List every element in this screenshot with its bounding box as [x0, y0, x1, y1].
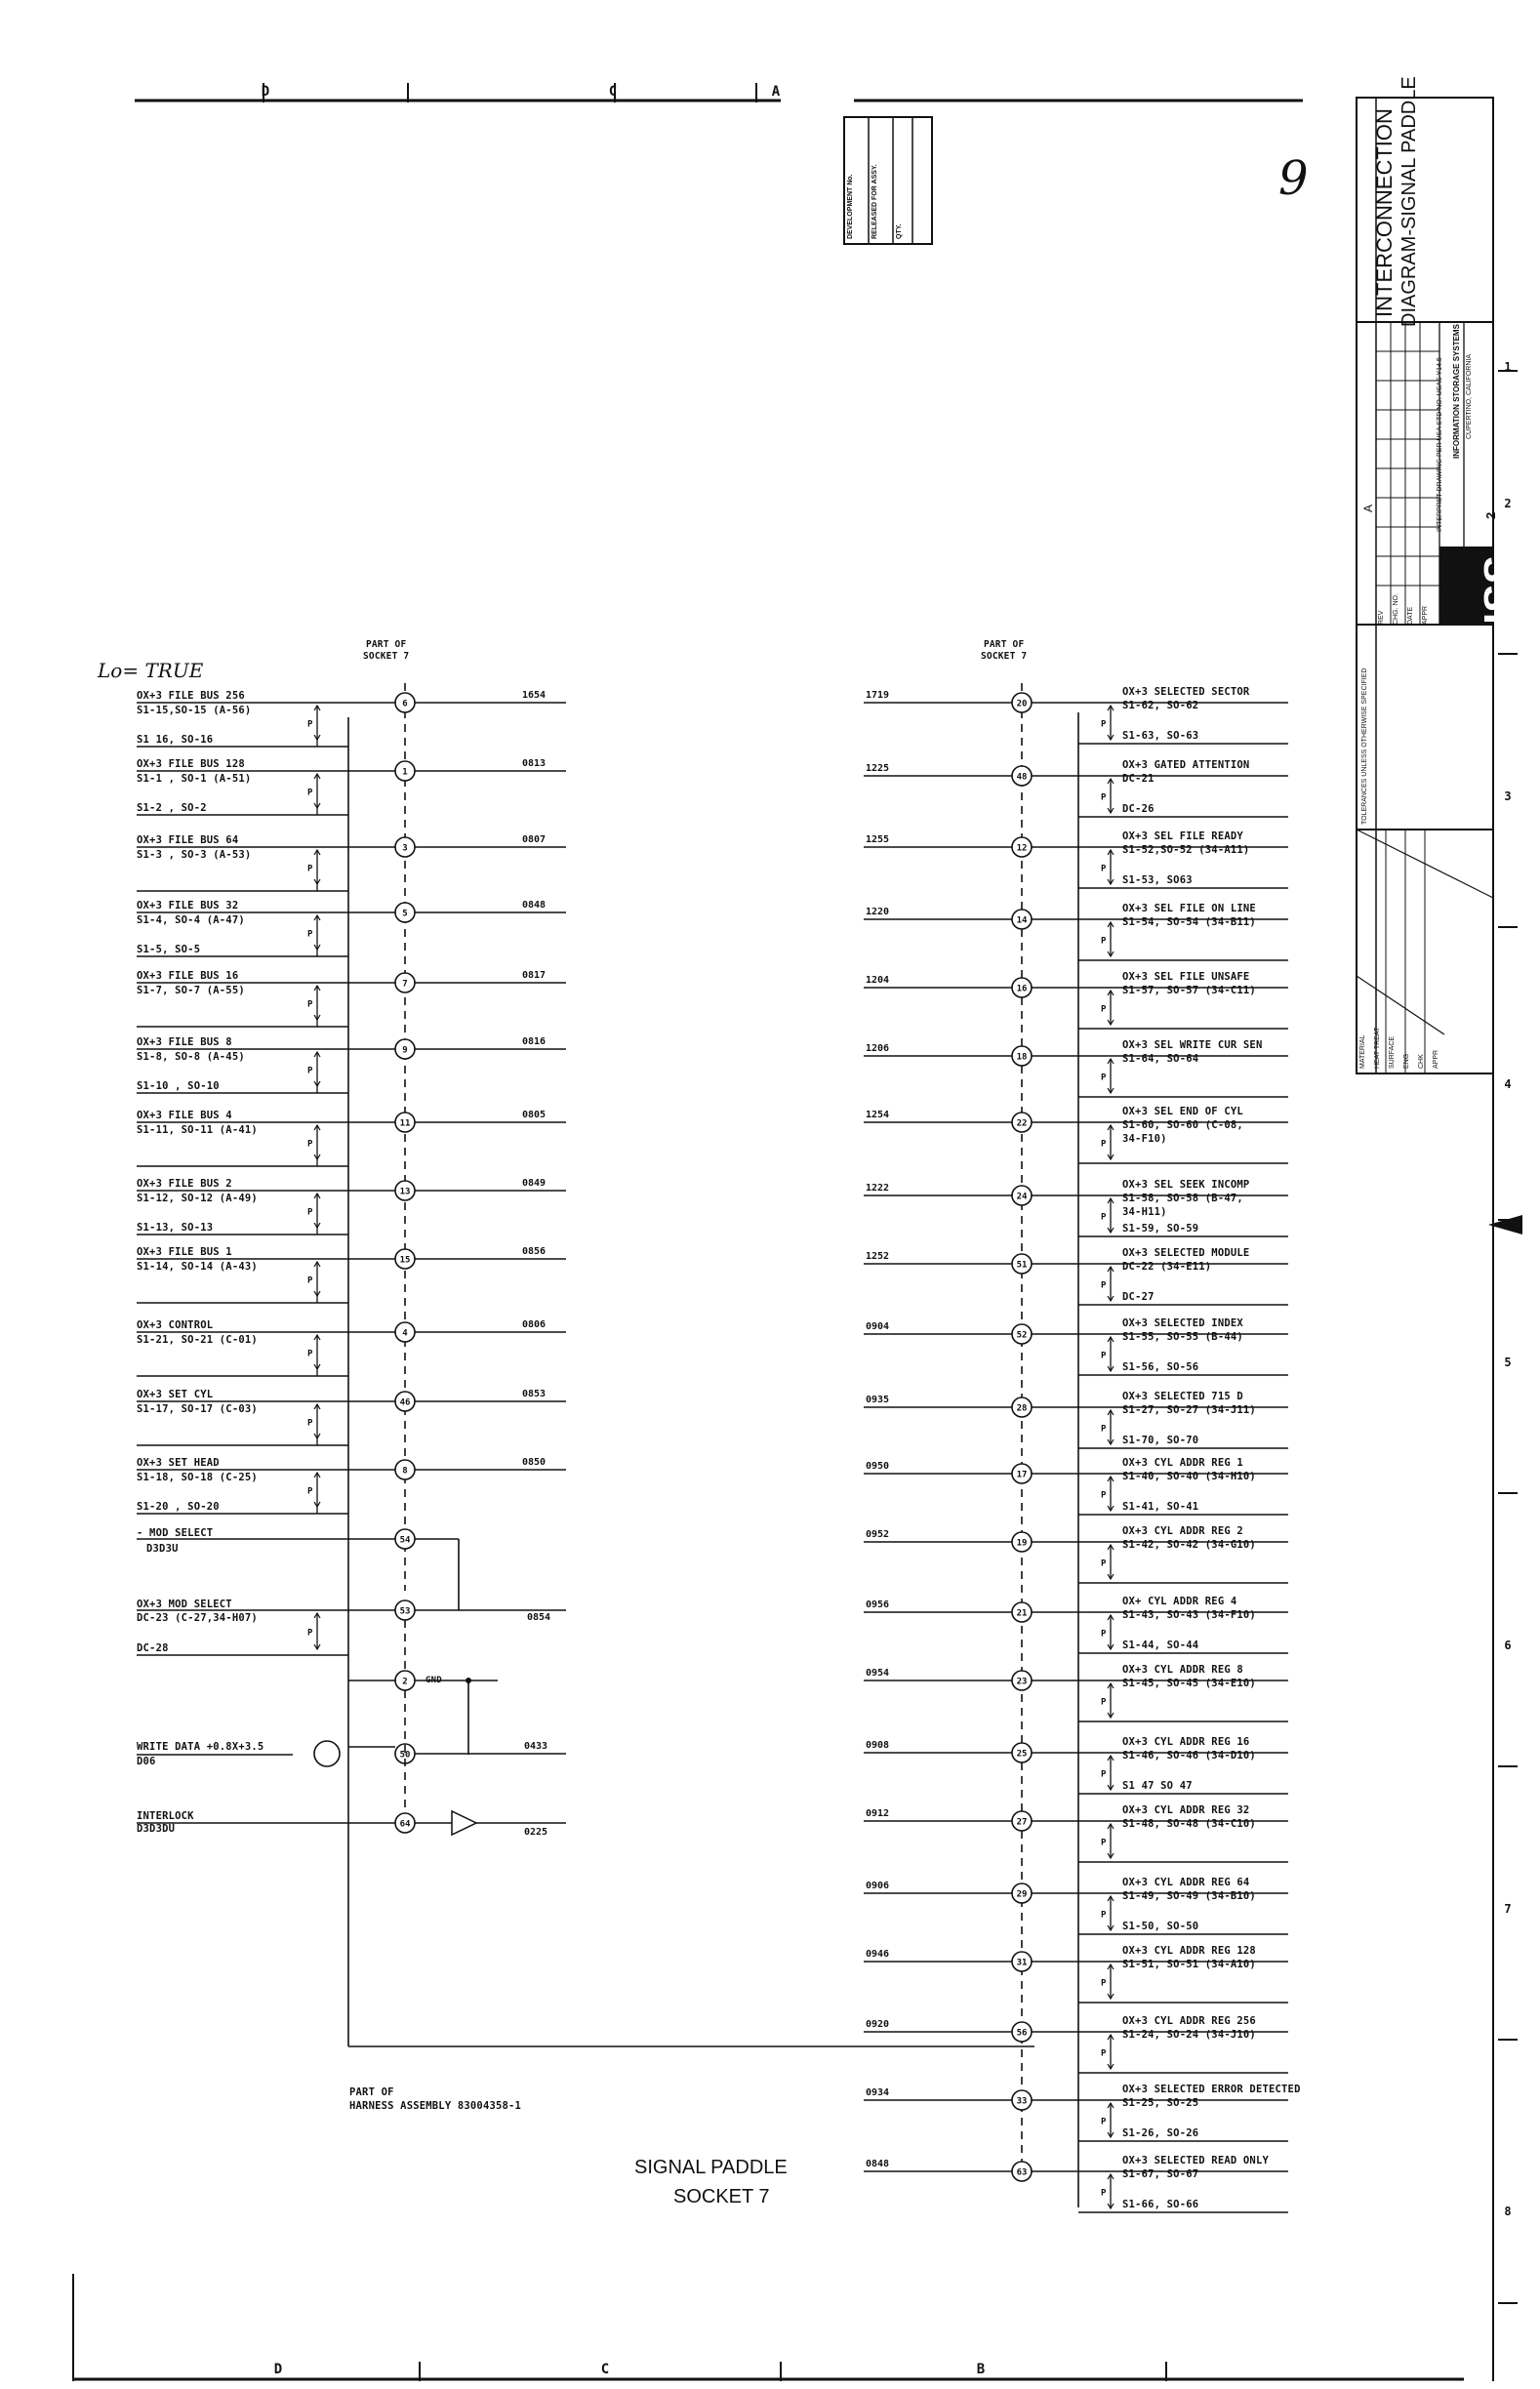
left-p-marker-p: P: [307, 1349, 313, 1359]
title-center: SIGNAL PADDLE: [634, 2157, 788, 2178]
harness-label-sub: HARNESS ASSEMBLY 83004358-1: [349, 2100, 522, 2112]
right-signal-name: OX+3 CYL ADDR REG 16: [1122, 1736, 1250, 1748]
title-block-company: INFORMATION STORAGE SYSTEMS: [1452, 324, 1461, 459]
left-pin: 8: [402, 1466, 408, 1477]
mod-select-sub: D3D3U: [146, 1543, 179, 1555]
right-signal-pins: S1-46, SO-46 (34-D10): [1122, 1750, 1256, 1761]
mod-select2-p-p: P: [307, 1628, 313, 1639]
right-wire-number: 1204: [866, 975, 890, 986]
left-wire-number: 0817: [522, 970, 547, 981]
title-block-interpret: INTERPRET DRAWING PER USA STD NO. USAS Y14.5: [1437, 357, 1443, 532]
left-pin: 9: [402, 1045, 408, 1056]
left-pin: 6: [402, 699, 408, 709]
write-data-sub: D06: [137, 1756, 156, 1767]
title-block-size: A: [1361, 504, 1375, 512]
left-signal-name: OX+3 FILE BUS 1: [137, 1246, 232, 1258]
right-return-label: DC-27: [1122, 1291, 1155, 1303]
right-p-marker-p: P: [1101, 2188, 1107, 2199]
title-block-field: SURFACE: [1389, 1035, 1396, 1069]
left-p-marker-p: P: [307, 788, 313, 798]
left-p-marker-p: P: [307, 1207, 313, 1218]
right-signal-name: OX+3 SELECTED ERROR DETECTED: [1122, 2084, 1301, 2095]
right-signal-pins: S1-57, SO-57 (34-C11): [1122, 985, 1256, 996]
right-p-marker-p: P: [1101, 1978, 1107, 1989]
left-signal-pins: S1-17, SO-17 (C-03): [137, 1403, 258, 1415]
right-pin: 14: [1016, 915, 1028, 926]
right-signal-pins: S1-60, SO-60 (C-08,: [1122, 1119, 1243, 1131]
right-wire-number: 0956: [866, 1599, 890, 1610]
title-block-field: HEAT TREAT: [1374, 1027, 1381, 1069]
left-wire-number: 0848: [522, 900, 547, 911]
left-wire-number: 0805: [522, 1110, 547, 1120]
write-data-label: WRITE DATA +0.8X+3.5: [137, 1741, 264, 1753]
left-pin: 1: [402, 767, 408, 778]
harness-label: PART OF: [349, 2086, 394, 2098]
right-p-marker-p: P: [1101, 2117, 1107, 2127]
right-signal-name: OX+3 CYL ADDR REG 1: [1122, 1457, 1243, 1469]
right-signal-name: OX+3 CYL ADDR REG 128: [1122, 1945, 1256, 1957]
right-pin: 25: [1016, 1749, 1028, 1760]
left-wire-number: 0853: [522, 1389, 547, 1399]
handwritten-note: Lo= TRUE: [98, 659, 204, 682]
right-signal-name: OX+3 SEL FILE READY: [1122, 830, 1243, 842]
interlock-sub: D3D3DU: [137, 1823, 176, 1835]
right-p-marker-p: P: [1101, 1697, 1107, 1708]
right-p-marker-p: P: [1101, 2048, 1107, 2059]
release-panel-label: QTY.: [896, 223, 903, 239]
right-signal-pins: S1-42, SO-42 (34-G10): [1122, 1539, 1256, 1551]
side-zone-number: 2: [1504, 497, 1512, 510]
right-wire-number: 1719: [866, 690, 890, 701]
right-signal-pins: S1-64, SO-64: [1122, 1053, 1199, 1065]
right-signal-name: OX+3 CYL ADDR REG 2: [1122, 1525, 1243, 1537]
title-block-sheet: 2: [1483, 511, 1498, 519]
left-signal-name: OX+3 FILE BUS 256: [137, 690, 245, 702]
title-block-rev-label: DATE: [1407, 606, 1414, 625]
right-signal-pins: S1-52,SO-52 (34-A11): [1122, 844, 1250, 856]
top-zone-letter-c: C: [608, 84, 618, 100]
left-signal-name: OX+3 SET CYL: [137, 1389, 214, 1400]
right-wire-number: 0952: [866, 1529, 890, 1540]
left-signal-pins: S1-1 , SO-1 (A-51): [137, 773, 252, 785]
right-wire-number: 1254: [866, 1110, 890, 1120]
right-signal-pins: DC-22 (34-E11): [1122, 1261, 1212, 1273]
right-signal-name: OX+3 SEL END OF CYL: [1122, 1106, 1243, 1117]
right-pin: 51: [1016, 1260, 1028, 1271]
right-signal-name: OX+3 GATED ATTENTION: [1122, 759, 1250, 771]
left-signal-pins: S1-15,SO-15 (A-56): [137, 705, 252, 716]
right-wire-number: 0920: [866, 2019, 890, 2030]
left-wire-number: 1654: [522, 690, 547, 701]
side-zone-number: 6: [1504, 1639, 1512, 1652]
right-pin: 18: [1016, 1052, 1028, 1063]
left-signal-pins: S1-18, SO-18 (C-25): [137, 1472, 258, 1483]
left-signal-pins: S1-14, SO-14 (A-43): [137, 1261, 258, 1273]
socket-label-left: PART OF SOCKET 7: [363, 639, 410, 662]
right-pin: 23: [1016, 1677, 1028, 1687]
right-return-label: S1-59, SO-59: [1122, 1223, 1199, 1235]
release-panel-label: RELEASED FOR ASSY.: [871, 164, 878, 239]
left-pin: 7: [402, 979, 408, 990]
left-wire-number: 0813: [522, 758, 547, 769]
left-p-marker-p: P: [307, 1418, 313, 1429]
left-wire-number: 0806: [522, 1319, 547, 1330]
right-p-marker-p: P: [1101, 792, 1107, 803]
right-return-label: S1-56, SO-56: [1122, 1361, 1199, 1373]
left-p-marker-p: P: [307, 719, 313, 730]
right-return-label: S1-50, SO-50: [1122, 1921, 1199, 1932]
right-wire-number: 0935: [866, 1395, 890, 1405]
right-signal-pins: S1-24, SO-24 (34-J10): [1122, 2029, 1256, 2041]
bottom-zone-letter-c: C: [600, 2362, 610, 2377]
right-return-label: S1-41, SO-41: [1122, 1501, 1199, 1513]
write-pin: 50: [399, 1750, 411, 1761]
right-p-marker-p: P: [1101, 1629, 1107, 1640]
left-pin: 15: [399, 1255, 411, 1266]
right-wire-number: 1222: [866, 1183, 890, 1194]
left-return-label: S1-5, SO-5: [137, 944, 201, 955]
write-driver-circle: [314, 1741, 340, 1766]
right-signal-pins: S1-40, SO-40 (34-H10): [1122, 1471, 1256, 1482]
title-block-location: CUPERTINO, CALIFORNIA: [1466, 354, 1473, 439]
right-signal-name: OX+3 SELECTED MODULE: [1122, 1247, 1250, 1259]
right-pin: 19: [1016, 1538, 1028, 1549]
right-p-marker-p: P: [1101, 1351, 1107, 1361]
right-p-marker-p: P: [1101, 1004, 1107, 1015]
title-block-title-2: DIAGRAM-SIGNAL PADDLE: [1398, 76, 1420, 327]
left-wire-number: 0816: [522, 1036, 547, 1047]
title-center-sub: SOCKET 7: [673, 2186, 770, 2207]
right-p-marker-p: P: [1101, 1280, 1107, 1291]
right-signal-name: OX+3 SEL FILE ON LINE: [1122, 903, 1256, 914]
right-p-marker-p: P: [1101, 1424, 1107, 1435]
right-return-label: S1-70, SO-70: [1122, 1435, 1199, 1446]
left-signal-pins: S1-12, SO-12 (A-49): [137, 1193, 258, 1204]
right-p-marker-p: P: [1101, 864, 1107, 874]
left-p-marker-p: P: [307, 1275, 313, 1286]
right-wire-number: 0934: [866, 2087, 890, 2098]
title-block-field: MATERIAL: [1359, 1034, 1366, 1069]
right-p-marker-p: P: [1101, 1910, 1107, 1921]
mod-select2-pins: DC-23 (C-27,34-H07): [137, 1612, 258, 1624]
right-signal-pins: S1-48, SO-48 (34-C10): [1122, 1818, 1256, 1830]
right-pin: 20: [1016, 699, 1028, 709]
right-wire-number: 0908: [866, 1740, 890, 1751]
right-p-marker-p: P: [1101, 1212, 1107, 1223]
gnd-pin: 2: [402, 1677, 408, 1687]
mod-select-label: - MOD SELECT: [137, 1527, 214, 1539]
left-wire-number: 0807: [522, 834, 547, 845]
interlock-buffer: [452, 1811, 476, 1835]
right-signal-name: OX+3 SELECTED 715 D: [1122, 1391, 1243, 1402]
right-p-marker-p: P: [1101, 1838, 1107, 1848]
title-block-field: CHK: [1418, 1054, 1425, 1069]
right-return-label: S1-44, SO-44: [1122, 1640, 1199, 1651]
right-wire-number: 1206: [866, 1043, 890, 1054]
right-signal-pins: S1-45, SO-45 (34-E10): [1122, 1678, 1256, 1689]
right-pin: 27: [1016, 1817, 1028, 1828]
gnd-label: GND: [426, 1676, 442, 1685]
right-pin: 17: [1016, 1470, 1028, 1480]
left-signal-name: OX+3 FILE BUS 16: [137, 970, 239, 982]
right-pin: 56: [1016, 2028, 1028, 2039]
right-signal-pins: S1-43, SO-43 (34-F10): [1122, 1609, 1256, 1621]
right-p-marker-p: P: [1101, 1769, 1107, 1780]
mod-select-pin: 54: [399, 1535, 411, 1546]
right-pin: 31: [1016, 1958, 1028, 1968]
left-return-label: S1-2 , SO-2: [137, 802, 207, 814]
right-wire-number: 1220: [866, 907, 890, 917]
left-p-marker-p: P: [307, 1486, 313, 1497]
side-zone-number: 7: [1504, 1902, 1512, 1916]
title-block-field: APPR: [1433, 1049, 1439, 1069]
left-signal-name: OX+3 FILE BUS 128: [137, 758, 245, 770]
left-pin: 13: [399, 1187, 411, 1197]
left-p-marker-p: P: [307, 929, 313, 940]
right-pin: 24: [1016, 1192, 1028, 1202]
release-panel-label: DEVELOPMENT No.: [847, 174, 854, 239]
right-pin: 12: [1016, 843, 1028, 854]
right-wire-number: 0904: [866, 1321, 890, 1332]
right-wire-number: 0906: [866, 1881, 890, 1891]
right-signal-name: OX+3 SEL SEEK INCOMP: [1122, 1179, 1250, 1191]
left-wire-number: 0856: [522, 1246, 547, 1257]
right-p-marker-p: P: [1101, 719, 1107, 730]
right-signal-pins-cont: 34-H11): [1122, 1206, 1167, 1218]
right-pin: 16: [1016, 984, 1028, 994]
right-wire-number: 0954: [866, 1668, 890, 1679]
top-zone-letter-a: A: [771, 84, 781, 100]
title-block-title-1: INTERCONNECTION: [1372, 108, 1397, 317]
right-signal-pins: S1-51, SO-51 (34-A10): [1122, 1959, 1256, 1970]
right-signal-name: OX+3 SEL WRITE CUR SEN: [1122, 1039, 1263, 1051]
right-pin: 29: [1016, 1889, 1028, 1900]
right-pin: 33: [1016, 2096, 1028, 2107]
right-pin: 52: [1016, 1330, 1028, 1341]
side-zone-number: 5: [1504, 1356, 1512, 1369]
right-signal-name: OX+3 CYL ADDR REG 8: [1122, 1664, 1243, 1676]
left-return-label: S1 16, SO-16: [137, 734, 214, 746]
left-p-marker-p: P: [307, 999, 313, 1010]
right-wire-number: 1225: [866, 763, 890, 774]
right-p-marker-p: P: [1101, 1073, 1107, 1083]
left-signal-pins: S1-4, SO-4 (A-47): [137, 914, 245, 926]
left-signal-pins: S1-21, SO-21 (C-01): [137, 1334, 258, 1346]
bottom-zone-letter-b: B: [976, 2362, 986, 2377]
title-block-field: ENG: [1403, 1053, 1410, 1069]
left-signal-pins: S1-3 , SO-3 (A-53): [137, 849, 252, 861]
right-pin: 48: [1016, 772, 1028, 783]
left-signal-pins: S1-11, SO-11 (A-41): [137, 1124, 258, 1136]
right-signal-pins: S1-49, SO-49 (34-B10): [1122, 1890, 1256, 1902]
pen-mark: 9: [1278, 151, 1309, 206]
right-wire-number: 0912: [866, 1808, 890, 1819]
release-panel: [844, 117, 932, 244]
side-zone-number: 3: [1504, 790, 1512, 803]
right-signal-pins: S1-54, SO-54 (34-B11): [1122, 916, 1256, 928]
right-pin: 21: [1016, 1608, 1028, 1619]
right-return-label: S1-26, SO-26: [1122, 2127, 1199, 2139]
socket-label-right: PART OF SOCKET 7: [981, 639, 1028, 662]
right-return-label: DC-26: [1122, 803, 1155, 815]
right-signal-name: OX+3 CYL ADDR REG 64: [1122, 1877, 1250, 1888]
left-signal-name: OX+3 SET HEAD: [137, 1457, 220, 1469]
interlock-label: INTERLOCK: [137, 1810, 194, 1822]
left-signal-name: OX+3 FILE BUS 4: [137, 1110, 232, 1121]
right-signal-pins: S1-25, SO-25: [1122, 2097, 1199, 2109]
right-return-label: S1-53, SO63: [1122, 874, 1193, 886]
left-signal-name: OX+3 FILE BUS 8: [137, 1036, 232, 1048]
left-pin: 5: [402, 909, 408, 919]
side-zone-number: 1: [1504, 360, 1512, 374]
title-block-rev-label: APPR: [1422, 605, 1429, 625]
right-signal-pins: S1-27, SO-27 (34-J11): [1122, 1404, 1256, 1416]
right-p-marker-p: P: [1101, 936, 1107, 947]
right-signal-pins: S1-58, SO-58 (B-47,: [1122, 1193, 1243, 1204]
right-signal-name: OX+3 CYL ADDR REG 256: [1122, 2015, 1256, 2027]
right-signal-name: OX+3 CYL ADDR REG 32: [1122, 1804, 1250, 1816]
right-p-marker-p: P: [1101, 1139, 1107, 1150]
right-signal-name: OX+3 SELECTED SECTOR: [1122, 686, 1250, 698]
left-signal-name: OX+3 FILE BUS 2: [137, 1178, 232, 1190]
left-wire-number: 0850: [522, 1457, 547, 1468]
right-wire-number: 1255: [866, 834, 890, 845]
title-block-diagonal: [1357, 976, 1444, 1034]
left-p-marker-p: P: [307, 864, 313, 874]
right-signal-pins-cont: 34-F10): [1122, 1133, 1167, 1145]
interlock-wire: 0225: [524, 1827, 548, 1838]
right-return-label: S1 47 SO 47: [1122, 1780, 1193, 1792]
left-pin: 11: [399, 1118, 411, 1129]
left-pin: 4: [402, 1328, 408, 1339]
right-signal-pins: S1-55, SO-55 (B-44): [1122, 1331, 1243, 1343]
left-return-label: S1-20 , SO-20: [137, 1501, 220, 1513]
left-wire-number: 0849: [522, 1178, 547, 1189]
interlock-pin: 64: [399, 1819, 411, 1830]
right-pin: 22: [1016, 1118, 1028, 1129]
title-block-rev-label: REV: [1378, 610, 1385, 625]
left-p-marker-p: P: [307, 1066, 313, 1076]
left-pin: 46: [399, 1397, 411, 1408]
right-pin: 63: [1016, 2167, 1028, 2178]
top-zone-letter-d: D: [261, 84, 270, 100]
right-signal-name: OX+3 SELECTED READ ONLY: [1122, 2155, 1269, 2166]
right-signal-name: OX+3 SEL FILE UNSAFE: [1122, 971, 1250, 983]
right-signal-name: OX+3 SELECTED INDEX: [1122, 1317, 1243, 1329]
left-return-label: S1-10 , SO-10: [137, 1080, 220, 1092]
left-pin: 3: [402, 843, 408, 854]
dc28-label: DC-28: [137, 1642, 169, 1654]
right-return-label: S1-63, SO-63: [1122, 730, 1199, 742]
left-signal-name: OX+3 FILE BUS 32: [137, 900, 239, 911]
left-signal-name: OX+3 FILE BUS 64: [137, 834, 239, 846]
right-wire-number: 0946: [866, 1949, 890, 1960]
left-return-label: S1-13, SO-13: [137, 1222, 214, 1234]
right-p-marker-p: P: [1101, 1559, 1107, 1569]
mod-select2-pin: 53: [399, 1606, 411, 1617]
mod-select2-wire: 0854: [527, 1612, 551, 1623]
side-zone-number: 4: [1504, 1077, 1512, 1091]
right-signal-pins: S1-62, SO-62: [1122, 700, 1199, 711]
right-p-marker-p: P: [1101, 1490, 1107, 1501]
write-wire: 0433: [524, 1741, 548, 1752]
bottom-zone-letter-d: D: [273, 2362, 283, 2377]
right-signal-pins: S1-67, SO-67: [1122, 2168, 1199, 2180]
mod-select2-label: OX+3 MOD SELECT: [137, 1599, 232, 1610]
right-signal-pins: DC-21: [1122, 773, 1155, 785]
title-block-rev-label: CHG. NO.: [1393, 593, 1399, 625]
right-wire-number: 0950: [866, 1461, 890, 1472]
right-return-label: S1-66, SO-66: [1122, 2199, 1199, 2210]
side-zone-number: 8: [1504, 2205, 1512, 2218]
left-signal-pins: S1-8, SO-8 (A-45): [137, 1051, 245, 1063]
right-wire-number: 0848: [866, 2159, 890, 2169]
title-block-tolerance: TOLERANCES UNLESS OTHERWISE SPECIFIED: [1361, 668, 1368, 825]
right-pin: 28: [1016, 1403, 1028, 1414]
left-signal-pins: S1-7, SO-7 (A-55): [137, 985, 245, 996]
left-signal-name: OX+3 CONTROL: [137, 1319, 214, 1331]
right-wire-number: 1252: [866, 1251, 890, 1262]
left-p-marker-p: P: [307, 1139, 313, 1150]
title-block-logo: ISS: [1476, 555, 1523, 625]
right-signal-name: OX+ CYL ADDR REG 4: [1122, 1596, 1237, 1607]
